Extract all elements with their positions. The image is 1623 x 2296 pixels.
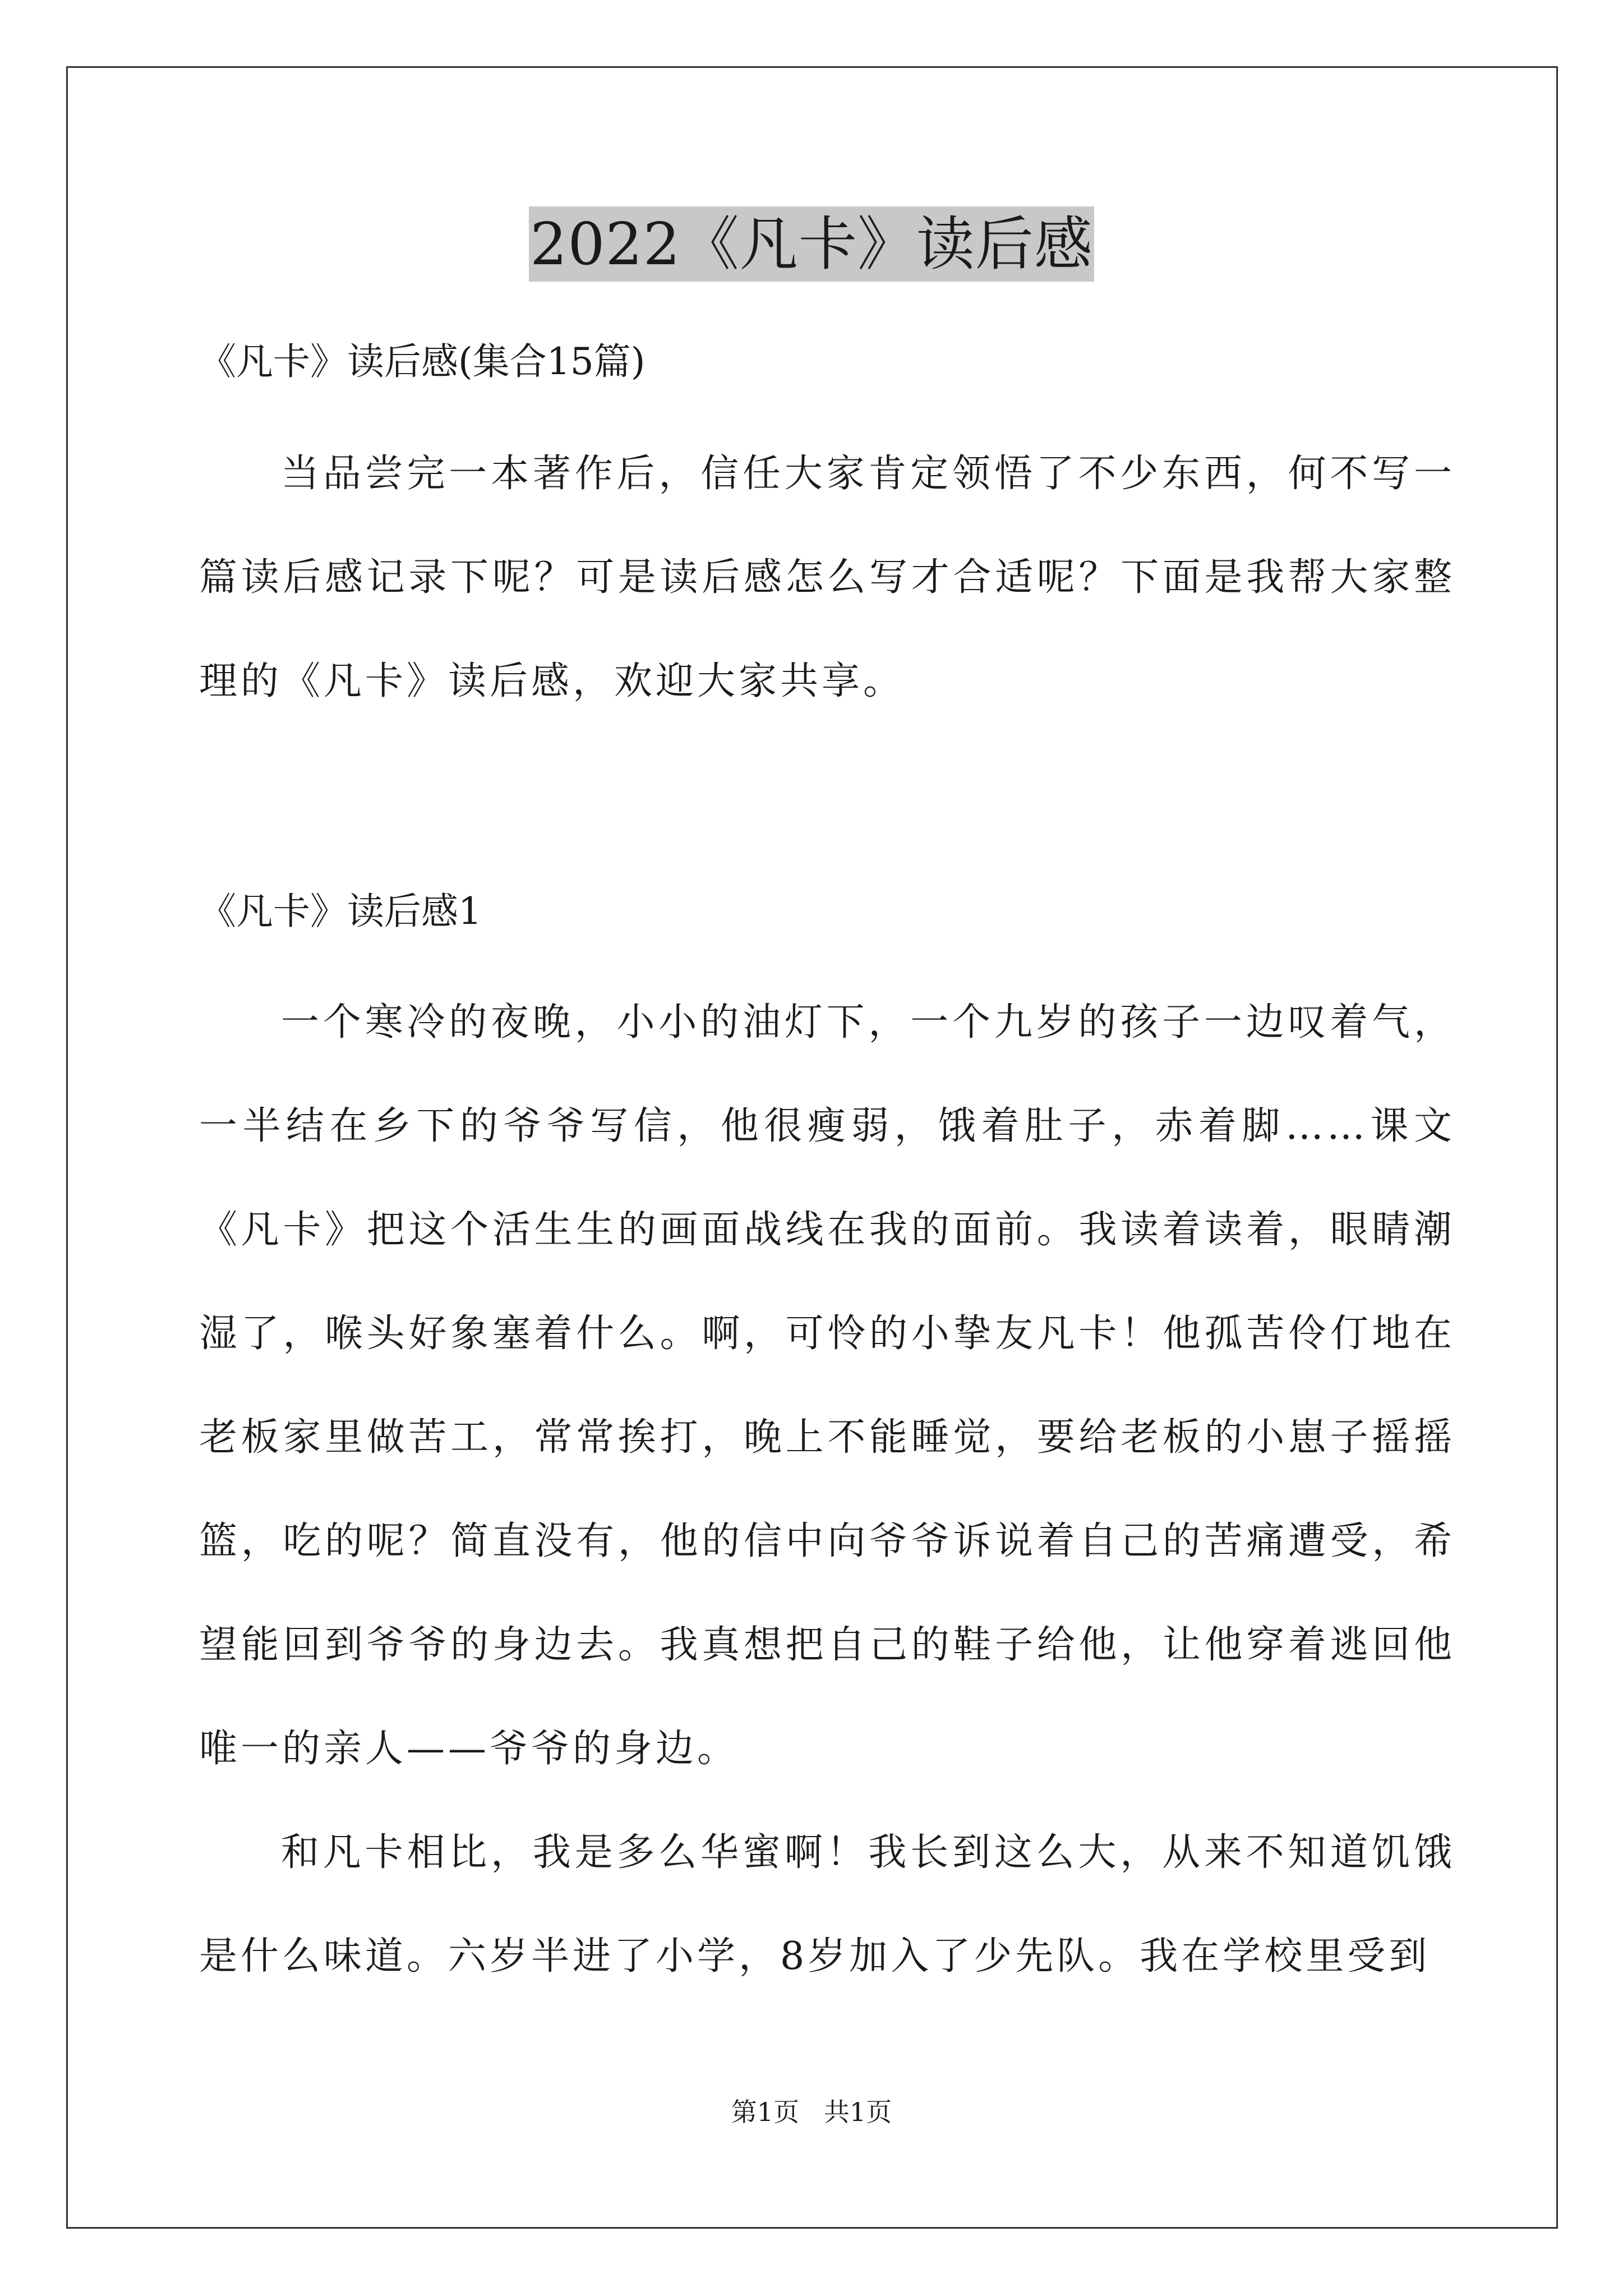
section-heading: 《凡卡》读后感1 bbox=[199, 890, 482, 933]
document-title: 2022《凡卡》读后感 bbox=[529, 206, 1094, 282]
body-paragraph-2: 和凡卡相比，我是多么华蜜啊！我长到这么大，从来不知道饥饿是什么味道。六岁半进了小学，8岁加入了少先队。我在学校里受到 bbox=[199, 1830, 1455, 1978]
document-subtitle: 《凡卡》读后感(集合15篇) bbox=[199, 340, 645, 383]
page-footer: 第1页 共1页 bbox=[731, 2097, 892, 2127]
body-paragraph-1: 一个寒冷的夜晚，小小的油灯下，一个九岁的孩子一边叹着气，一半结在乡下的爷爷写信，他很瘦弱，饿着肚子，赤着脚……课文《凡卡》把这个活生生的画面战线在我的面前。我读着读着，眼睛潮湿了，喉头好象塞着什么。啊，可怜的小挚友凡卡！他孤苦伶仃地在老板家里做苦工，常常挨打，晚上不能睡觉，要给老板的小崽子摇摇篮，吃的呢？简直没有，他的信中向爷爷诉说着自己的苦痛遭受，希望能回到爷爷的身边去。我真想把自己的鞋子给他，让他穿着逃回他唯一的亲人——爷爷的身边。 bbox=[199, 1000, 1455, 1771]
intro-paragraph: 当品尝完一本著作后，信任大家肯定领悟了不少东西，何不写一篇读后感记录下呢？可是读后感怎么写才合适呢？下面是我帮大家整理的《凡卡》读后感，欢迎大家共享。 bbox=[199, 452, 1455, 703]
title-container bbox=[0, 206, 1623, 282]
